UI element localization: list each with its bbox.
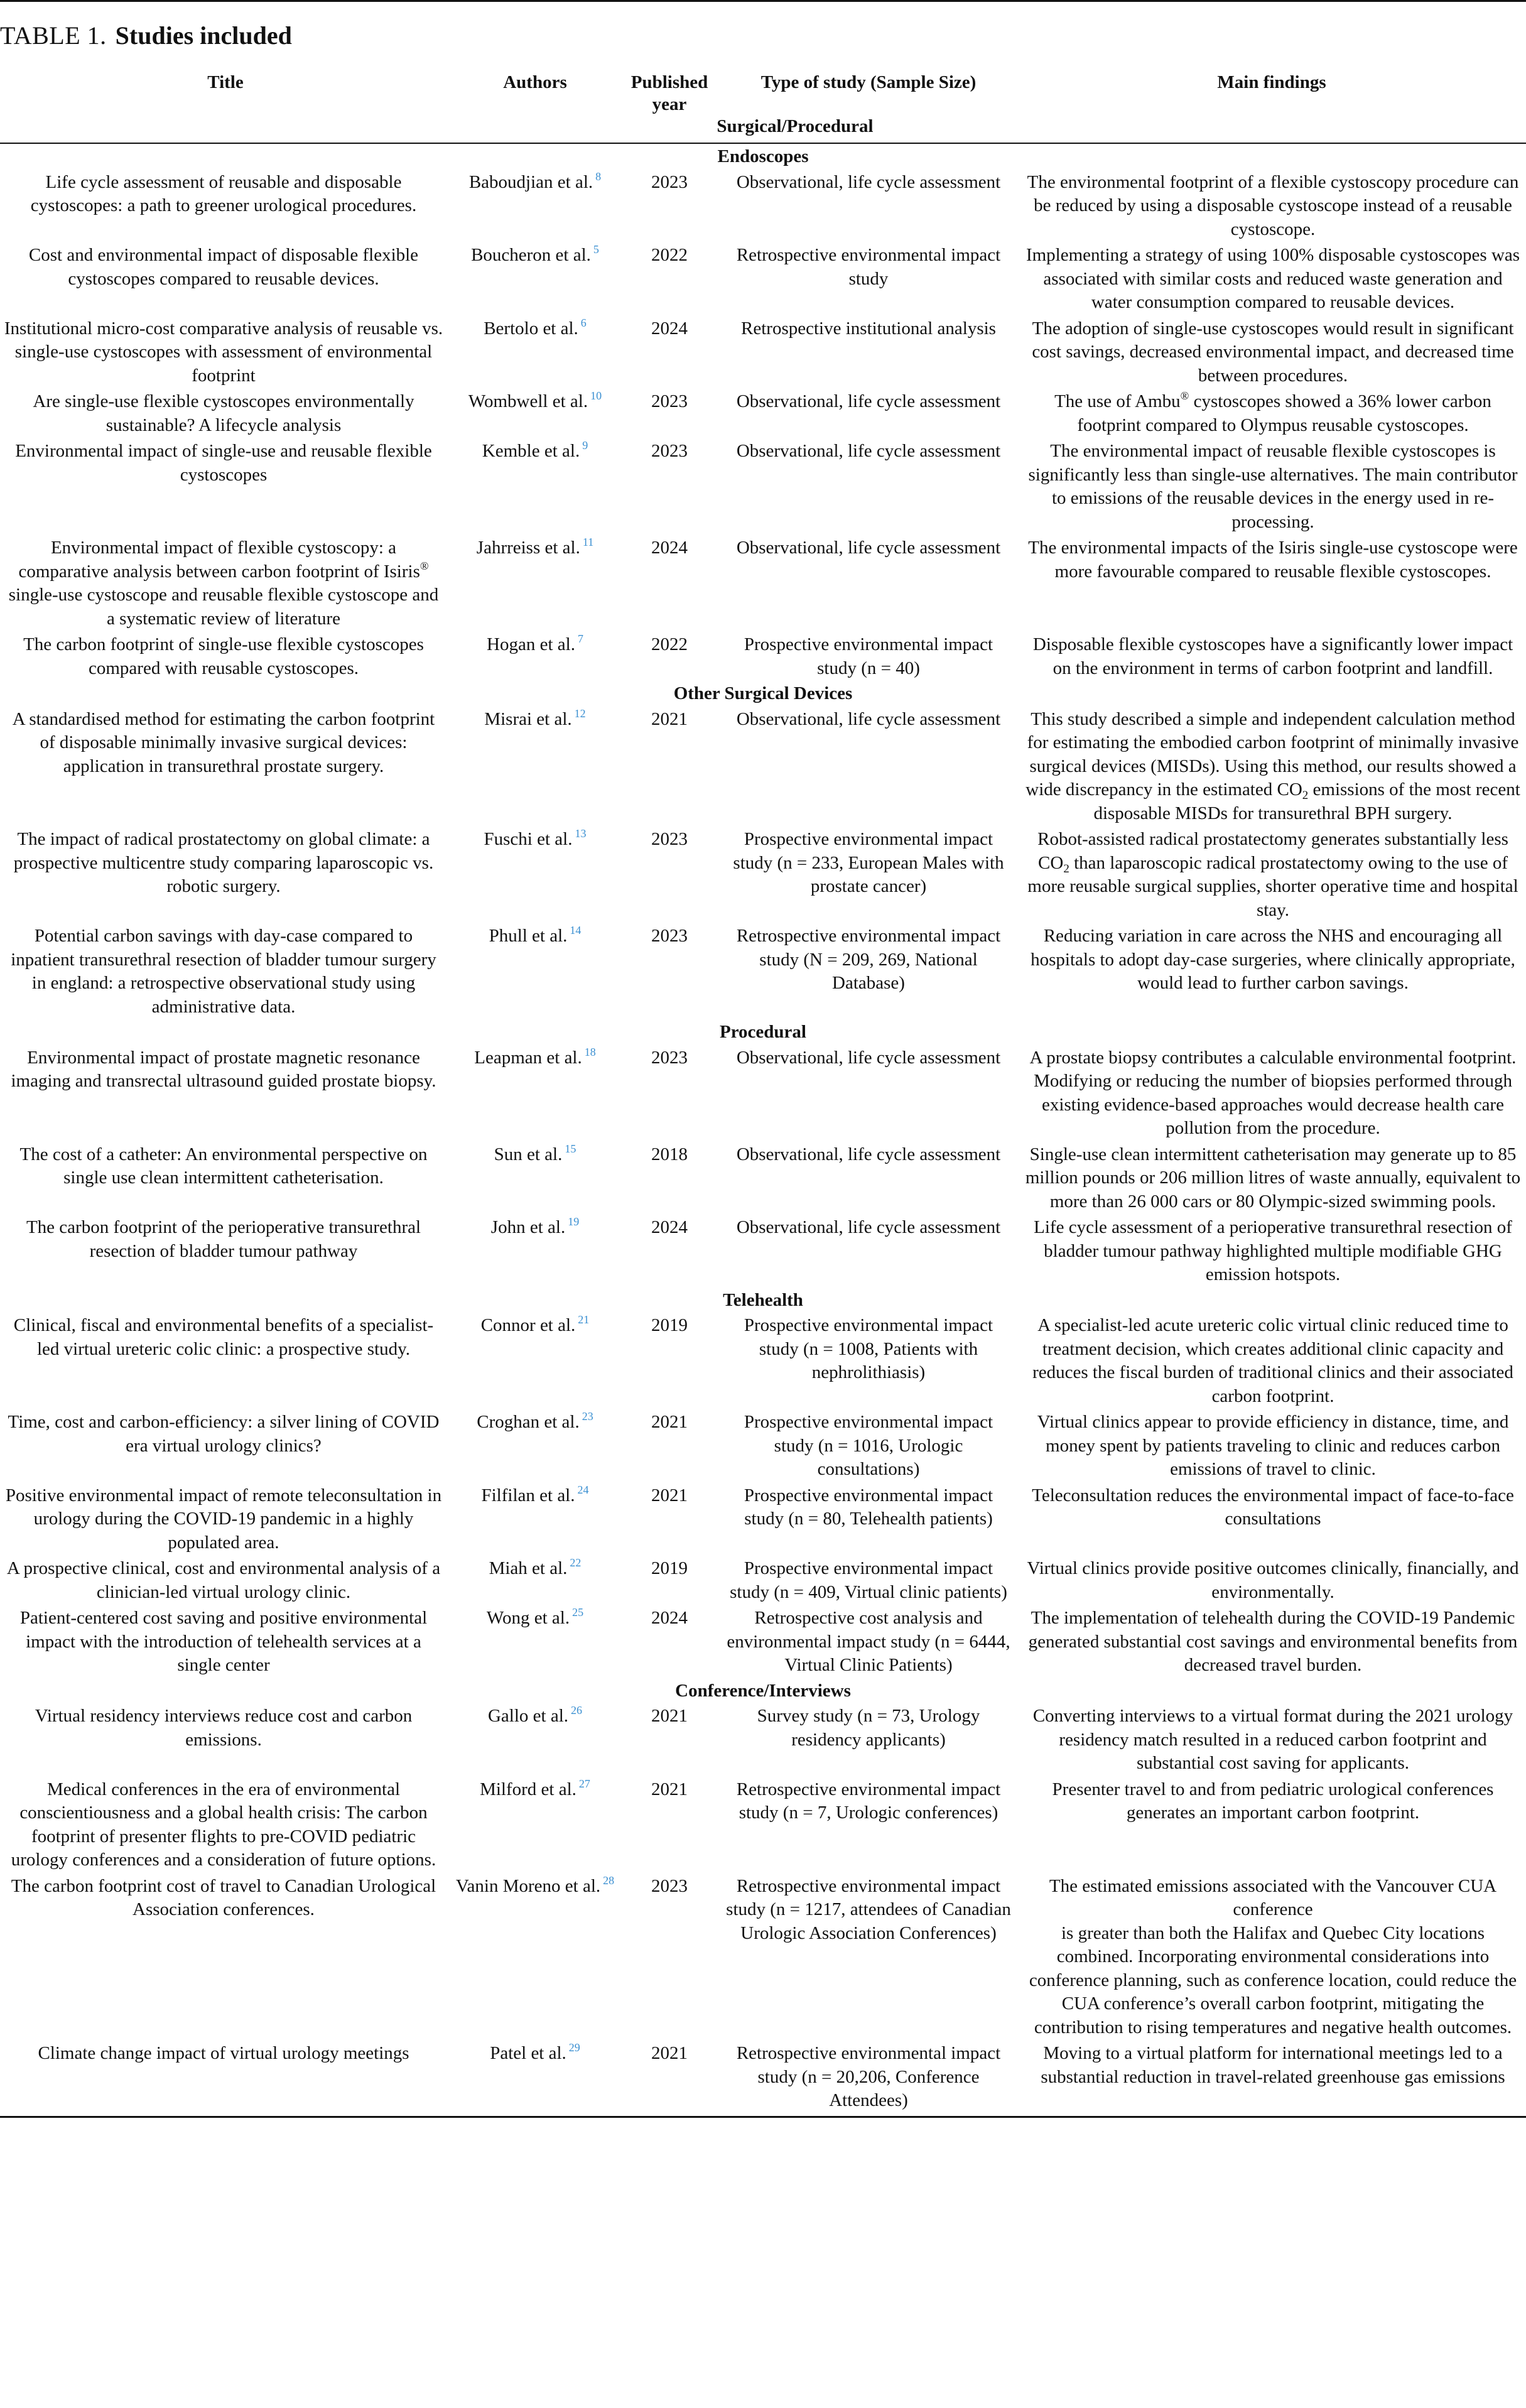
study-type: Retrospective environmental impact study (n = 20,206, Conference Attendees) xyxy=(736,2043,1001,2110)
study-year: 2019 xyxy=(651,1558,688,1578)
authors-text: Bertolo et al. xyxy=(484,318,578,339)
study-title xyxy=(0,315,451,389)
study-title-text: The carbon footprint of single-use flexible cystoscopes compared with reusable cystoscopes. xyxy=(23,634,424,678)
study-title-text: single-use cystoscope and reusable flexible cystoscope and a systematic review of literature xyxy=(8,585,439,629)
table-row xyxy=(0,1873,1526,2041)
reference-link[interactable]: 15 xyxy=(565,1142,576,1155)
header-findings: Main findings xyxy=(1017,69,1526,143)
reference-link[interactable]: 19 xyxy=(568,1215,580,1228)
study-title-text: Potential carbon savings with day-case compared to inpatient transurethral resection of bladder tumour surgery in england: a retrospective observational study using administrative data. xyxy=(11,926,436,1017)
study-authors xyxy=(451,923,619,1019)
study-authors xyxy=(451,169,619,242)
reference-link[interactable]: 8 xyxy=(595,170,602,183)
study-title xyxy=(0,1703,451,1776)
study-type: Retrospective cost analysis and environmental impact study (n = 6444, Virtual Clinic Patients) xyxy=(727,1608,1010,1675)
table-row xyxy=(0,1141,1526,1215)
study-type: Observational, life cycle assessment xyxy=(736,1047,1001,1068)
table-row xyxy=(0,388,1526,438)
study-findings xyxy=(1017,826,1526,923)
study-year: 2022 xyxy=(651,634,688,654)
study-year: 2024 xyxy=(651,1217,688,1237)
table-body xyxy=(0,143,1526,2113)
study-type: Observational, life cycle assessment xyxy=(736,1217,1001,1237)
study-year: 2021 xyxy=(651,1485,688,1505)
table-row xyxy=(0,315,1526,389)
study-year: 2023 xyxy=(651,1875,688,1896)
authors-text: Gallo et al. xyxy=(487,1706,569,1726)
study-year: 2023 xyxy=(651,829,688,849)
findings-text: Life cycle assessment of a perioperative transurethral resection of bladder tumour pathway highlighted multiple modifiable GHG emission hotspots. xyxy=(1034,1217,1512,1284)
study-findings xyxy=(1017,2040,1526,2113)
study-findings xyxy=(1017,1141,1526,1215)
registered-mark: ® xyxy=(1180,389,1189,402)
authors-text: Miah et al. xyxy=(489,1558,568,1578)
study-findings xyxy=(1017,534,1526,631)
reference-link[interactable]: 12 xyxy=(574,707,586,720)
findings-text: The adoption of single-use cystoscopes would result in significant cost savings, decreased environmental impact, and decreased time between procedures. xyxy=(1032,318,1514,386)
study-title xyxy=(0,1214,451,1288)
study-title xyxy=(0,1482,451,1556)
study-findings xyxy=(1017,388,1526,438)
authors-text: Hogan et al. xyxy=(487,634,575,654)
authors-text: John et al. xyxy=(490,1217,566,1237)
study-title-text: A prospective clinical, cost and environmental analysis of a clinician-led virtual urology clinic. xyxy=(6,1558,441,1602)
study-title xyxy=(0,631,451,681)
study-title-text: Time, cost and carbon-efficiency: a silver lining of COVID era virtual urology clinics? xyxy=(8,1412,440,1456)
study-authors xyxy=(451,534,619,631)
reference-link[interactable]: 24 xyxy=(577,1483,589,1496)
study-type: Prospective environmental impact study (n = 80, Telehealth patients) xyxy=(744,1485,993,1529)
section-row xyxy=(0,1678,1526,1703)
study-year: 2018 xyxy=(651,1144,688,1164)
authors-text: Boucheron et al. xyxy=(471,245,591,265)
study-title xyxy=(0,2040,451,2113)
table-row xyxy=(0,631,1526,681)
reference-link[interactable]: 22 xyxy=(570,1556,582,1569)
study-title-text: Positive environmental impact of remote teleconsultation in urology during the COVID-19 pandemic in a highly populated area. xyxy=(5,1485,442,1553)
section-row xyxy=(0,143,1526,169)
study-authors xyxy=(451,1312,619,1409)
study-authors xyxy=(451,1409,619,1482)
study-type: Observational, life cycle assessment xyxy=(736,391,1001,411)
study-title-text: The cost of a catheter: An environmental perspective on single use clean intermittent catheterisation. xyxy=(19,1144,428,1188)
study-authors xyxy=(451,631,619,681)
table-row xyxy=(0,1776,1526,1873)
study-authors xyxy=(451,826,619,923)
subscript-two: 2 xyxy=(1063,862,1069,876)
study-title xyxy=(0,1044,451,1141)
top-rule xyxy=(0,0,1526,2)
study-findings xyxy=(1017,242,1526,315)
study-title-text: Environmental impact of flexible cystoscopy: a comparative analysis between carbon footprint of Isiris xyxy=(18,538,420,582)
study-findings xyxy=(1017,1044,1526,1141)
study-year: 2024 xyxy=(651,1608,688,1628)
section-heading: Procedural xyxy=(720,1022,806,1042)
findings-text: The environmental impact of reusable flexible cystoscopes is significantly less than single-use alternatives. The main contributor to emissions of the reusable devices in the energy used in re-processing. xyxy=(1028,441,1518,532)
study-title xyxy=(0,242,451,315)
findings-text: The environmental footprint of a flexible cystoscopy procedure can be reduced by using a disposable cystoscope instead of a reusable cystoscope. xyxy=(1027,171,1519,239)
section-row xyxy=(0,1288,1526,1313)
table-row xyxy=(0,1312,1526,1409)
bottom-rule xyxy=(0,2116,1526,2118)
table-caption xyxy=(0,4,292,67)
study-title xyxy=(0,1141,451,1215)
table-row xyxy=(0,1214,1526,1288)
table-row xyxy=(0,169,1526,242)
authors-text: Croghan et al. xyxy=(477,1412,580,1432)
table-row xyxy=(0,534,1526,631)
study-findings xyxy=(1017,1703,1526,1776)
study-title xyxy=(0,438,451,534)
table-row xyxy=(0,2040,1526,2113)
study-authors xyxy=(451,706,619,827)
authors-text: Baboudjian et al. xyxy=(468,171,593,192)
table-row xyxy=(0,1703,1526,1776)
authors-text: Sun et al. xyxy=(494,1144,563,1164)
section-heading: Telehealth xyxy=(723,1289,803,1310)
reference-link[interactable]: 11 xyxy=(582,536,594,548)
study-title xyxy=(0,1776,451,1873)
study-authors xyxy=(451,1703,619,1776)
findings-text: The implementation of telehealth during the COVID-19 Pandemic generated substantial cost savings and environmental benefits from decreased travel burden. xyxy=(1028,1608,1518,1675)
study-title xyxy=(0,1312,451,1409)
study-year: 2024 xyxy=(651,538,688,558)
authors-text: Misrai et al. xyxy=(484,708,572,729)
study-title xyxy=(0,923,451,1019)
authors-text: Fuschi et al. xyxy=(484,829,573,849)
study-findings xyxy=(1017,1605,1526,1678)
study-type: Observational, life cycle assessment xyxy=(736,708,1001,729)
header-year xyxy=(619,69,1017,143)
study-authors xyxy=(451,315,619,389)
reference-link[interactable]: 10 xyxy=(590,389,602,402)
table-row xyxy=(0,1482,1526,1556)
authors-text: Kemble et al. xyxy=(482,441,580,461)
study-year: 2021 xyxy=(651,1779,688,1799)
reference-link[interactable]: 27 xyxy=(578,1777,590,1790)
study-title-text: Environmental impact of prostate magnetic resonance imaging and transrectal ultrasound guided prostate biopsy. xyxy=(11,1047,436,1091)
findings-text: Teleconsultation reduces the environmental impact of face-to-face consultations xyxy=(1032,1485,1514,1529)
study-type: Observational, life cycle assessment xyxy=(736,441,1001,461)
study-year: 2019 xyxy=(651,1315,688,1335)
section-heading: Conference/Interviews xyxy=(675,1680,851,1701)
authors-text: Patel et al. xyxy=(490,2043,566,2063)
study-title-text: Climate change impact of virtual urology meetings xyxy=(38,2043,409,2063)
caption-label: TABLE 1. xyxy=(0,21,107,50)
study-type: Retrospective environmental impact study xyxy=(736,245,1001,289)
study-title xyxy=(0,1873,451,2041)
study-title-text: Medical conferences in the era of environmental conscientiousness and a global health crisis: The carbon footprint of presenter flights to pre-COVID pediatric urology conferences and a consideration of future options. xyxy=(11,1779,436,1870)
authors-text: Leapman et al. xyxy=(474,1047,582,1068)
study-title xyxy=(0,169,451,242)
authors-text: Jahrreiss et al. xyxy=(476,538,580,558)
study-title xyxy=(0,388,451,438)
study-findings xyxy=(1017,1409,1526,1482)
section-row xyxy=(0,1019,1526,1044)
study-year: 2023 xyxy=(651,1047,688,1068)
section-row xyxy=(0,681,1526,706)
subscript-two: 2 xyxy=(1302,789,1309,802)
reference-link[interactable]: 6 xyxy=(580,316,587,329)
study-title xyxy=(0,826,451,923)
authors-text: Filfilan et al. xyxy=(481,1485,575,1505)
reference-link[interactable]: 21 xyxy=(578,1313,590,1326)
study-title-text: The carbon footprint cost of travel to Canadian Urological Association conferences. xyxy=(11,1875,436,1919)
study-type: Observational, life cycle assessment xyxy=(736,538,1001,558)
study-year: 2022 xyxy=(651,245,688,265)
findings-text: The estimated emissions associated with the Vancouver CUA conference xyxy=(1049,1875,1497,1919)
reference-link[interactable]: 23 xyxy=(582,1410,593,1423)
study-type: Survey study (n = 73, Urology residency applicants) xyxy=(757,1706,980,1750)
study-year: 2023 xyxy=(651,391,688,411)
study-year: 2021 xyxy=(651,1412,688,1432)
study-authors xyxy=(451,1555,619,1605)
study-title xyxy=(0,706,451,827)
study-findings xyxy=(1017,631,1526,681)
study-type: Observational, life cycle assessment xyxy=(736,171,1001,192)
reference-link[interactable]: 14 xyxy=(570,924,582,936)
study-type: Retrospective institutional analysis xyxy=(741,318,996,339)
study-authors xyxy=(451,1605,619,1678)
section-heading: Other Surgical Devices xyxy=(673,683,853,703)
study-findings xyxy=(1017,315,1526,389)
table-row xyxy=(0,438,1526,534)
study-authors xyxy=(451,1044,619,1141)
study-title xyxy=(0,1409,451,1482)
header-subheader: Surgical/Procedural xyxy=(717,116,874,136)
authors-text: Milford et al. xyxy=(480,1779,576,1799)
table-row xyxy=(0,1044,1526,1141)
findings-text: Presenter travel to and from pediatric urological conferences generates an important carbon footprint. xyxy=(1052,1779,1494,1823)
study-findings xyxy=(1017,169,1526,242)
studies-table xyxy=(0,69,1526,2113)
header-type-label: Type of study (Sample Size) xyxy=(760,72,977,92)
reference-link[interactable]: 9 xyxy=(582,439,588,452)
study-findings xyxy=(1017,706,1526,827)
study-title-text: The carbon footprint of the perioperative transurethral resection of bladder tumour pathway xyxy=(26,1217,421,1261)
study-title-text: Environmental impact of single-use and reusable flexible cystoscopes xyxy=(15,441,432,485)
findings-text: Single-use clean intermittent catheterisation may generate up to 85 million pounds or 206 million litres of waste annually, equivalent to more than 26 000 cars or 80 Olympic-sized swimming pools. xyxy=(1025,1144,1521,1212)
study-type: Prospective environmental impact study (n = 1008, Patients with nephrolithiasis) xyxy=(744,1315,993,1382)
study-authors xyxy=(451,438,619,534)
study-type: Prospective environmental impact study (n = 40) xyxy=(744,634,993,678)
study-findings xyxy=(1017,923,1526,1019)
study-title-text: Clinical, fiscal and environmental benefits of a specialist-led virtual ureteric colic clinic: a prospective study. xyxy=(13,1315,434,1359)
study-title xyxy=(0,1555,451,1605)
findings-text: Virtual clinics appear to provide efficiency in distance, time, and money spent by patients traveling to clinic and reduces carbon emissions of travel to clinic. xyxy=(1037,1412,1509,1479)
header-year-label: Published year xyxy=(630,72,708,114)
study-type: Prospective environmental impact study (n = 409, Virtual clinic patients) xyxy=(730,1558,1007,1602)
findings-text: The use of Ambu xyxy=(1054,391,1181,411)
table-row xyxy=(0,242,1526,315)
findings-text: emissions of the most recent disposable MISDs for transurethral BPH surgery. xyxy=(1093,779,1520,823)
findings-text: than laparoscopic radical prostatectomy owing to the use of more reusable surgical supplies, shorter operative time and hospital stay. xyxy=(1027,852,1518,920)
study-authors xyxy=(451,1873,619,2041)
study-title-text: The impact of radical prostatectomy on global climate: a prospective multicentre study comparing laparoscopic vs. robotic surgery. xyxy=(13,829,434,896)
study-findings xyxy=(1017,1873,1526,2041)
reference-link[interactable]: 26 xyxy=(571,1704,583,1717)
study-type: Retrospective environmental impact study (n = 1217, attendees of Canadian Urologic Association Conferences) xyxy=(726,1875,1011,1943)
findings-text: Robot-assisted radical prostatectomy generates substantially less CO xyxy=(1037,829,1508,873)
study-findings xyxy=(1017,1776,1526,1873)
study-year: 2021 xyxy=(651,2043,688,2063)
findings-text: Moving to a virtual platform for international meetings led to a substantial reduction in travel-related greenhouse gas emissions xyxy=(1041,2043,1505,2087)
study-type: Observational, life cycle assessment xyxy=(736,1144,1001,1164)
header-title: Title xyxy=(0,69,451,143)
authors-text: Wong et al. xyxy=(486,1608,570,1628)
study-type: Retrospective environmental impact study (n = 7, Urologic conferences) xyxy=(736,1779,1001,1823)
registered-mark: ® xyxy=(419,559,429,572)
reference-link[interactable]: 18 xyxy=(584,1045,596,1058)
reference-link[interactable]: 28 xyxy=(603,1874,615,1887)
findings-text: This study described a simple and independent calculation method for estimating the embodied carbon footprint of minimally invasive surgical devices (MISDs). Using this method, our results showed a wide discrepancy in the estimated CO xyxy=(1025,708,1519,800)
table-row xyxy=(0,826,1526,923)
header-authors: Authors xyxy=(451,69,619,143)
study-title-text: Patient-centered cost saving and positive environmental impact with the introduction of telehealth services at a single center xyxy=(19,1608,428,1675)
reference-link[interactable]: 5 xyxy=(593,243,599,256)
study-authors xyxy=(451,1214,619,1288)
authors-text: Phull et al. xyxy=(489,926,568,946)
reference-link[interactable]: 13 xyxy=(575,827,587,840)
study-authors xyxy=(451,1141,619,1215)
reference-link[interactable]: 7 xyxy=(577,632,583,645)
study-authors xyxy=(451,242,619,315)
table-row xyxy=(0,1605,1526,1678)
findings-text: is greater than both the Halifax and Quebec City locations combined. Incorporating environmental considerations into conference planning, such as conference location, could reduce the CUA conference’s overall carbon footprint, mitigating the contribution to rising temperatures and negative health outcomes. xyxy=(1029,1923,1517,2037)
findings-text: Implementing a strategy of using 100% disposable cystoscopes was associated with similar costs and reduced waste generation and water consumption compared to reusable devices. xyxy=(1025,245,1520,312)
findings-text: A prostate biopsy contributes a calculable environmental footprint. Modifying or reducing the number of biopsies performed through existing evidence-based approaches would decrease health care pollution from the procedure. xyxy=(1029,1047,1517,1138)
findings-text: cystoscopes showed a 36% lower carbon footprint compared to Olympus reusable cystoscopes. xyxy=(1077,391,1491,435)
study-findings xyxy=(1017,1482,1526,1556)
study-year: 2023 xyxy=(651,926,688,946)
study-year: 2021 xyxy=(651,708,688,729)
header-row xyxy=(0,69,1526,143)
study-title-text: Virtual residency interviews reduce cost and carbon emissions. xyxy=(35,1706,413,1750)
authors-text: Wombwell et al. xyxy=(468,391,588,411)
reference-link[interactable]: 25 xyxy=(572,1606,584,1619)
table-row xyxy=(0,706,1526,827)
study-findings xyxy=(1017,1555,1526,1605)
study-type: Prospective environmental impact study (n = 233, European Males with prostate cancer) xyxy=(733,829,1004,896)
study-title xyxy=(0,1605,451,1678)
table-row xyxy=(0,1555,1526,1605)
study-title-text: Cost and environmental impact of disposable flexible cystoscopes compared to reusable devices. xyxy=(28,245,419,289)
findings-text: The environmental impacts of the Isiris single-use cystoscope were more favourable compared to reusable flexible cystoscopes. xyxy=(1028,538,1518,582)
findings-text: Disposable flexible cystoscopes have a significantly lower impact on the environment in terms of carbon footprint and landfill. xyxy=(1032,634,1513,678)
table-row xyxy=(0,923,1526,1019)
study-title-text: Institutional micro-cost comparative analysis of reusable vs. single-use cystoscopes with assessment of environmental footprint xyxy=(4,318,443,386)
study-authors xyxy=(451,1482,619,1556)
findings-text: Converting interviews to a virtual format during the 2021 urology residency match resulted in a reduced carbon footprint and substantial cost saving for applicants. xyxy=(1032,1706,1513,1773)
table-row xyxy=(0,1409,1526,1482)
authors-text: Vanin Moreno et al. xyxy=(455,1875,601,1896)
study-year: 2023 xyxy=(651,441,688,461)
study-authors xyxy=(451,1776,619,1873)
study-title xyxy=(0,534,451,631)
findings-text: Virtual clinics provide positive outcomes clinically, financially, and environmentally. xyxy=(1027,1558,1519,1602)
findings-text: Reducing variation in care across the NHS and encouraging all hospitals to adopt day-case surgeries, where clinically appropriate, would lead to further carbon savings. xyxy=(1031,926,1515,993)
reference-link[interactable]: 29 xyxy=(568,2041,580,2054)
study-findings xyxy=(1017,1312,1526,1409)
study-year: 2023 xyxy=(651,171,688,192)
study-title-text: Life cycle assessment of reusable and disposable cystoscopes: a path to greener urological procedures. xyxy=(30,171,417,215)
study-findings xyxy=(1017,1214,1526,1288)
section-heading: Endoscopes xyxy=(717,146,809,166)
study-title-text: Are single-use flexible cystoscopes environmentally sustainable? A lifecycle analysis xyxy=(33,391,414,435)
study-type: Prospective environmental impact study (n = 1016, Urologic consultations) xyxy=(744,1412,993,1479)
study-authors xyxy=(451,388,619,438)
study-title-text: A standardised method for estimating the carbon footprint of disposable minimally invasive surgical devices: application in transurethral prostate surgery. xyxy=(12,708,435,776)
study-type: Retrospective environmental impact study (N = 209, 269, National Database) xyxy=(736,926,1001,993)
authors-text: Connor et al. xyxy=(480,1315,576,1335)
study-year: 2024 xyxy=(651,318,688,339)
findings-text: A specialist-led acute ureteric colic virtual clinic reduced time to treatment decision, which creates additional clinic capacity and reduces the fiscal burden of traditional clinics and their associated carbon footprint. xyxy=(1032,1315,1513,1406)
study-findings xyxy=(1017,438,1526,534)
caption-title: Studies included xyxy=(115,21,292,50)
study-year: 2021 xyxy=(651,1706,688,1726)
study-authors xyxy=(451,2040,619,2113)
